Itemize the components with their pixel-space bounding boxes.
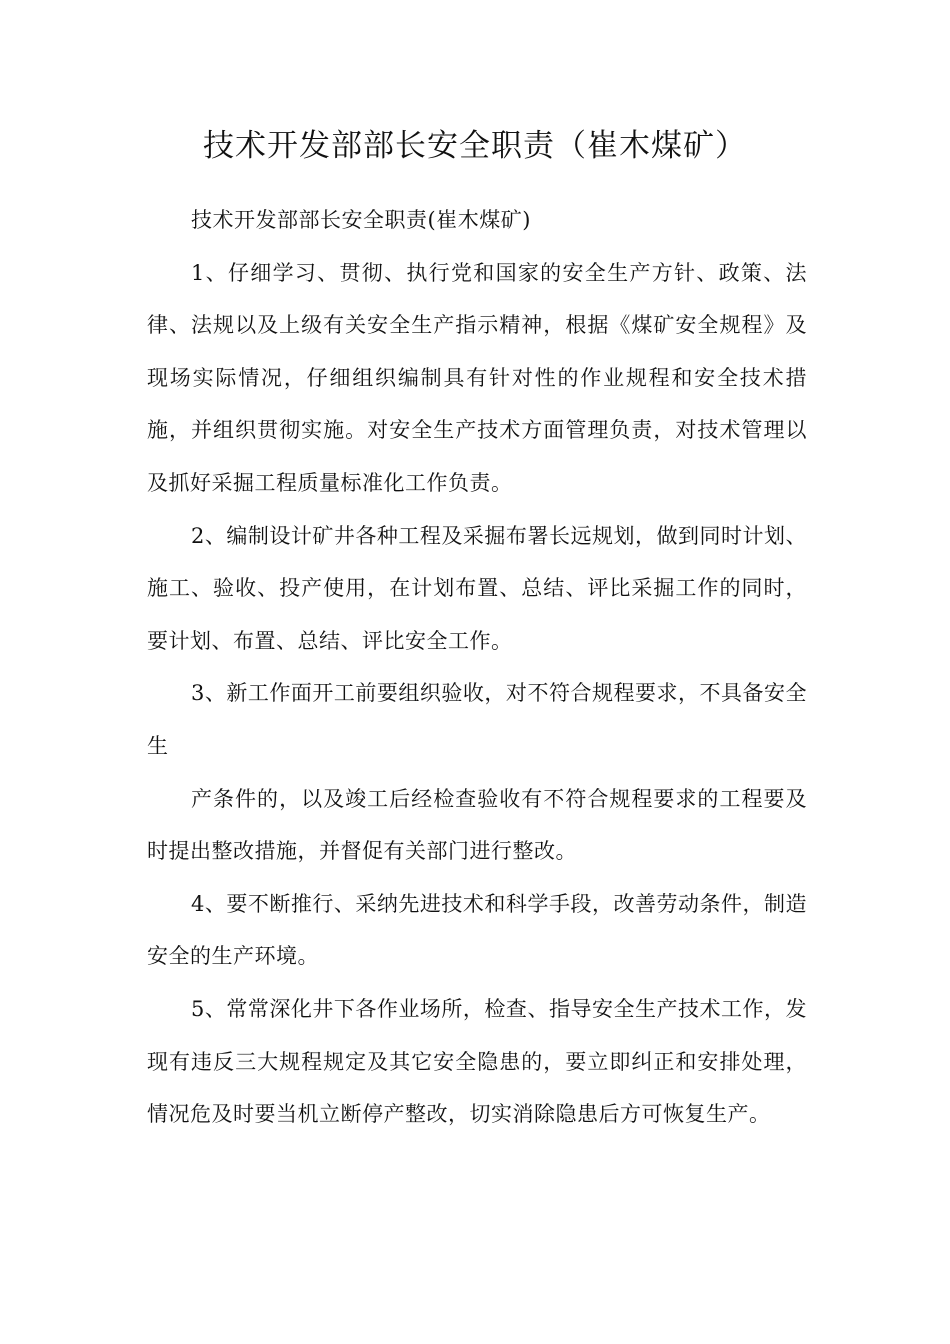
- paragraph-subtitle: 技术开发部部长安全职责(崔木煤矿): [191, 208, 531, 232]
- paragraph-duty-1: 1、仔细学习、贯彻、执行党和国家的安全生产方针、政策、法律、法规以及上级有关安全生产指示精神，根据《煤矿安全规程》及现场实际情况，仔细组织编制具有针对性的作业规程和安全技术措施，并组织贯彻实施。对安全生产技术方面管理负责，对技术管理以及抓好采掘工程质量标准化工作负责。: [147, 260, 807, 495]
- document-title: 技术开发部部长安全职责（崔木煤矿）: [203, 128, 747, 164]
- paragraph-duty-3: 3、新工作面开工前要组织验收，对不符合规程要求，不具备安全生: [147, 681, 807, 758]
- paragraph-duty-2: 2、编制设计矿井各种工程及采掘布署长远规划，做到同时计划、施工、验收、投产使用，在计划布置、总结、评比采掘工作的同时，要计划、布置、总结、评比安全工作。: [147, 523, 807, 653]
- document-body: [147, 194, 807, 1141]
- paragraph-duty-5: 5、常常深化井下各作业场所，检查、指导安全生产技术工作，发现有违反三大规程规定及其它安全隐患的，要立即纠正和安排处理，情况危及时要当机立断停产整改，切实消除隐患后方可恢复生产。: [147, 996, 807, 1127]
- paragraph-duty-4: 4、要不断推行、采纳先进技术和科学手段，改善劳动条件，制造安全的生产环境。: [147, 891, 807, 969]
- paragraph-duty-3-continued: 产条件的，以及竣工后经检查验收有不符合规程要求的工程要及时提出整改措施，并督促有关部门进行整改。: [147, 786, 807, 864]
